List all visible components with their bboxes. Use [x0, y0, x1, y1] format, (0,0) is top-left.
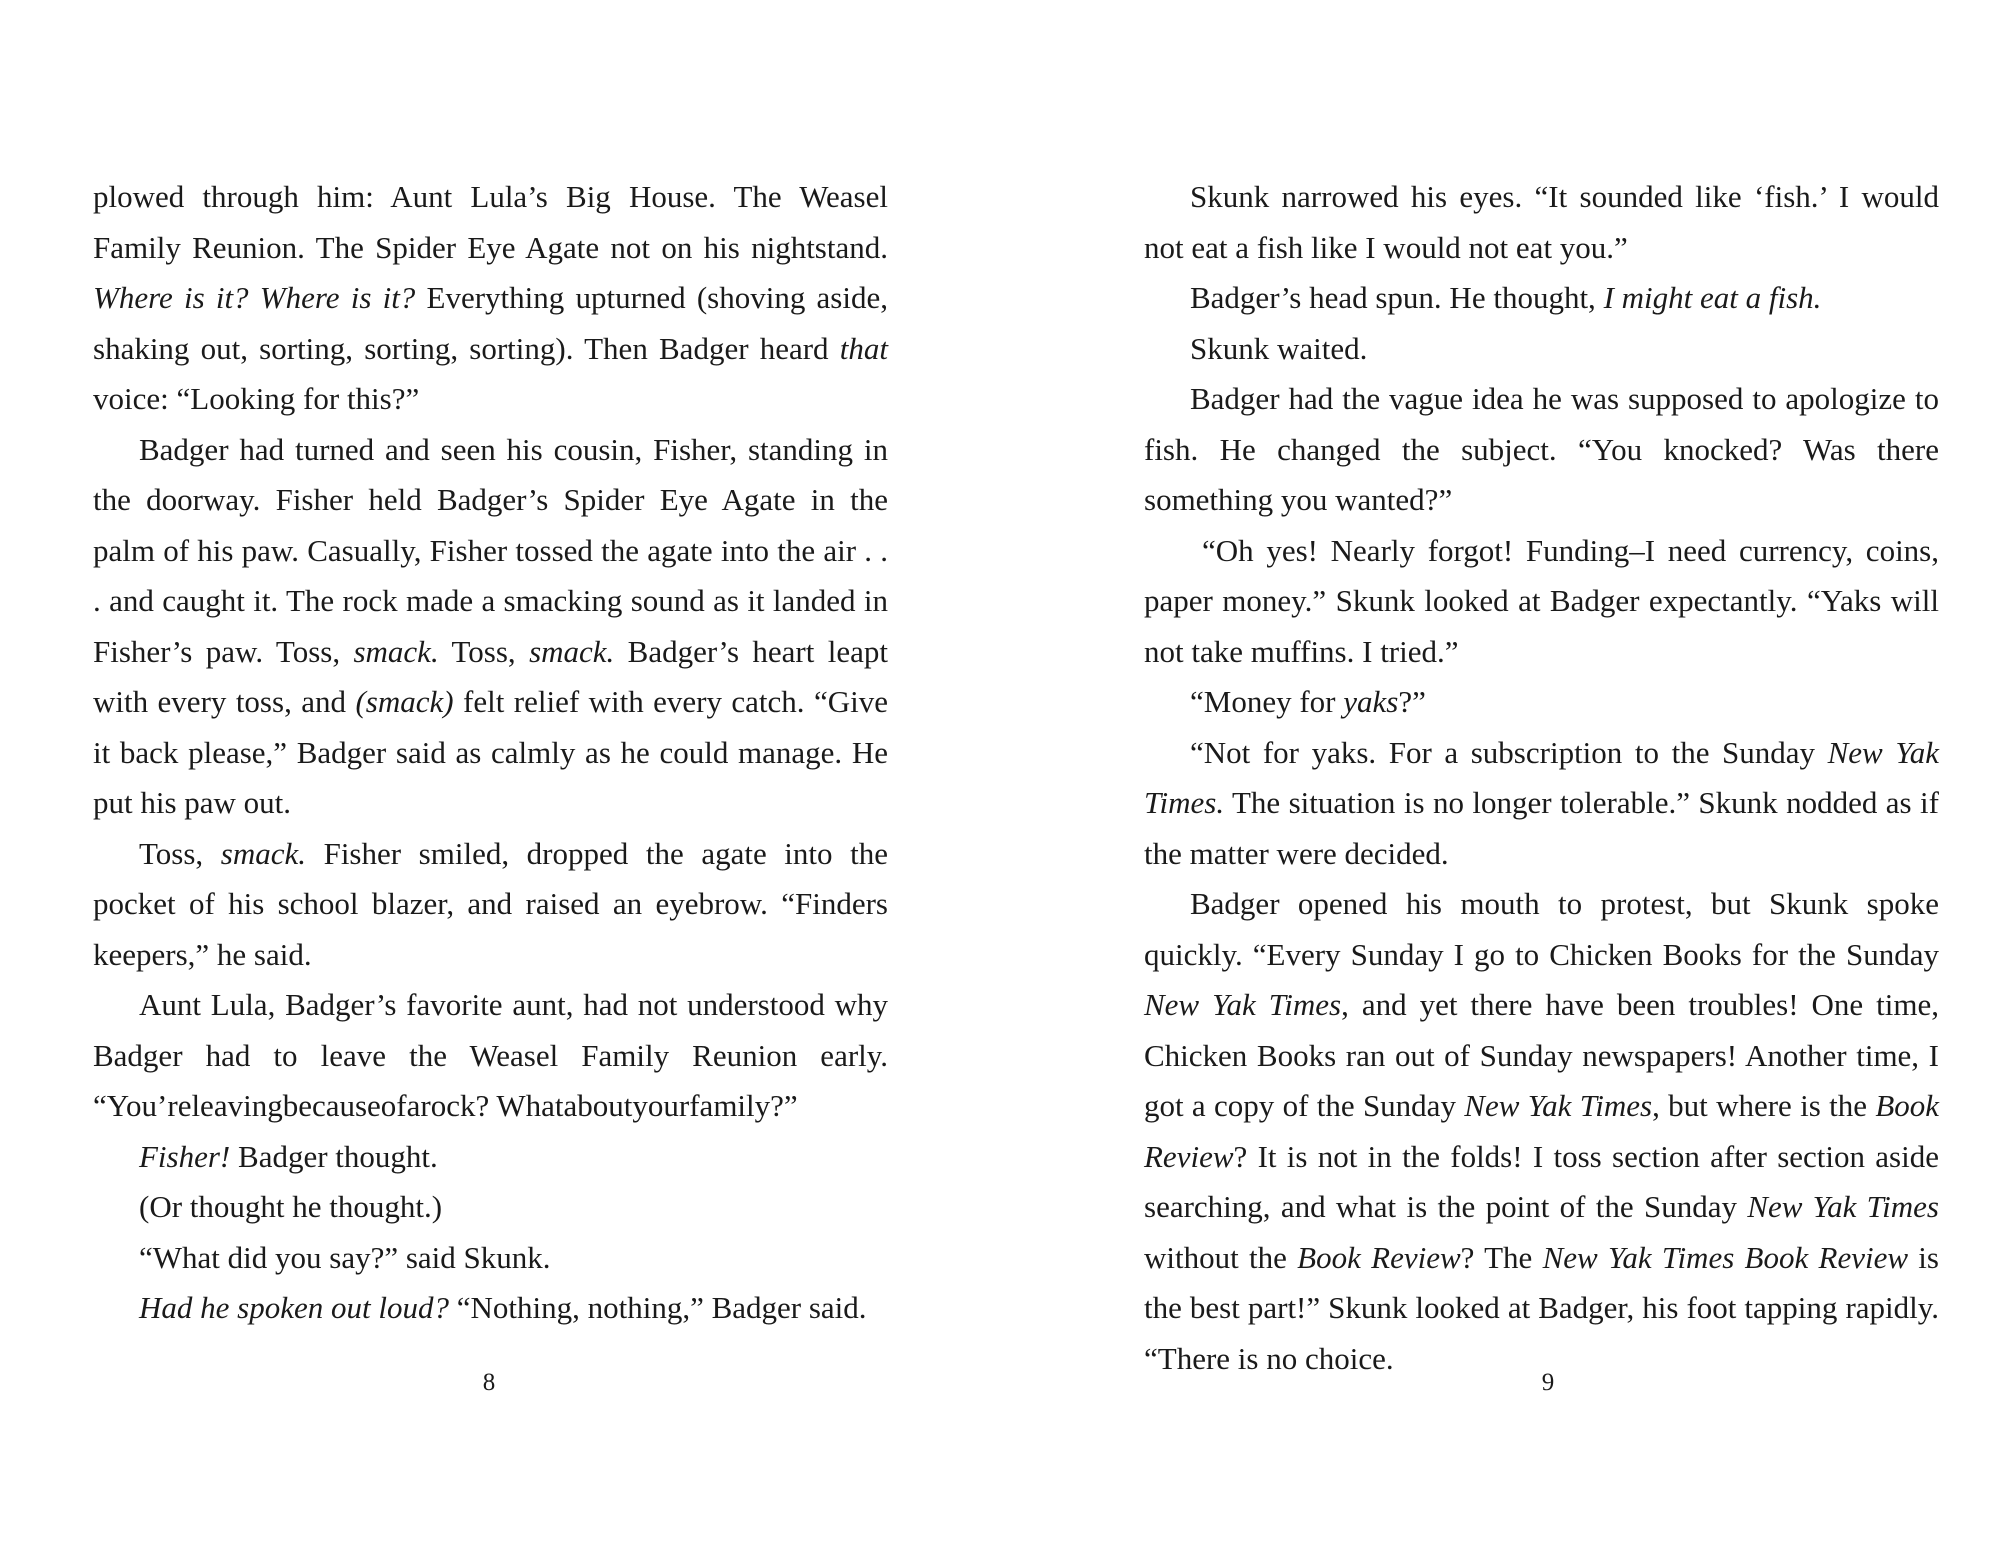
right-page-text — [1144, 172, 1939, 1384]
paragraph — [1144, 879, 1939, 1384]
text-run: ? The — [1460, 1239, 1543, 1275]
paragraph — [93, 425, 888, 829]
text-run: , and yet there have been troubles! One time, Chicken Books ran out of Sunday newspapers! Another time, I got a copy of the Sunday — [1144, 987, 1940, 1123]
text-run: “Not for yaks. For a subscription to the Sunday — [1190, 734, 1828, 770]
text-run: Badger’s heart leapt with every toss, and — [93, 633, 888, 719]
italic-text-run: smack. — [529, 633, 615, 669]
text-run: Badger had the vague idea he was supposed to apologize to fish. He changed the subject. “You knocked? Was there something you wanted?” — [1144, 381, 1939, 517]
text-run: Skunk waited. — [1190, 330, 1368, 366]
paragraph — [1144, 324, 1939, 375]
text-run: Badger thought. — [230, 1138, 438, 1174]
page-number-left: 8 — [482, 1369, 496, 1396]
text-run: Everything upturned (shoving aside, shaking out, sorting, sorting, sorting). Then Badger heard — [93, 280, 888, 366]
text-run: “What did you say?” said Skunk. — [139, 1239, 551, 1275]
text-run: is the best part!” Skunk looked at Badger, his foot tapping rapidly. “There is no choice. — [1144, 1239, 1939, 1376]
text-run: “Oh yes! Nearly forgot! Funding–I need currency, coins, paper money.” Skunk looked at Badger expectantly. “Yaks will not take muffins. I tried.” — [1144, 532, 1939, 669]
italic-text-run: yaks — [1343, 684, 1399, 719]
right-page — [1007, 0, 2014, 1557]
text-run: Aunt Lula, Badger’s favorite aunt, had not understood why Badger had to leave the Weasel Family Reunion early. “You’releavingbecauseofarock? Whataboutyourfamily?” — [93, 987, 888, 1123]
text-run: voice: “Looking for this?” — [93, 381, 420, 416]
text-run: , but where is the — [1652, 1088, 1876, 1123]
paragraph — [93, 980, 888, 1132]
text-run: Toss, — [139, 835, 221, 871]
text-run: Skunk narrowed his eyes. “It sounded like ‘fish.’ I would not eat a fish like I would not eat you.” — [1144, 179, 1939, 265]
italic-text-run: that — [839, 330, 888, 366]
text-run: felt relief with every catch. “Give it back please,” Badger said as calmly as he could manage. He put his paw out. — [93, 684, 888, 820]
text-run: “Money for — [1190, 684, 1344, 719]
paragraph — [93, 1283, 888, 1334]
paragraph — [93, 172, 888, 425]
italic-text-run: smack. — [220, 835, 306, 871]
italic-text-run: smack. — [353, 633, 439, 669]
italic-text-run: Where is it? Where is it? — [93, 280, 416, 315]
text-run: ?” — [1398, 684, 1426, 719]
text-run: Badger opened his mouth to protest, but Skunk spoke quickly. “Every Sunday I go to Chicken Books for the Sunday — [1144, 886, 1939, 972]
text-run: without the — [1144, 1239, 1298, 1275]
italic-text-run: New Yak Times — [1464, 1088, 1653, 1123]
paragraph — [93, 829, 888, 981]
text-run: plowed through him: Aunt Lula’s Big House. The Weasel Family Reunion. The Spider Eye Agate not on his nightstand. — [93, 179, 888, 265]
text-run: (Or thought he thought.) — [139, 1189, 443, 1224]
paragraph — [93, 1233, 888, 1284]
paragraph — [1144, 273, 1939, 324]
italic-text-run: Book Review — [1297, 1239, 1461, 1275]
paragraph — [93, 1182, 888, 1233]
page-number-right: 9 — [1541, 1369, 1555, 1396]
left-page-text — [93, 172, 888, 1334]
italic-text-run: New Yak Times — [1747, 1189, 1939, 1224]
italic-text-run: New Yak Times Book Review — [1542, 1239, 1909, 1275]
paragraph — [93, 1132, 888, 1183]
text-run: Badger’s head spun. He thought, — [1190, 280, 1604, 315]
text-run: Badger had turned and seen his cousin, Fisher, standing in the doorway. Fisher held Badger’s Spider Eye Agate in the palm of his paw. Casually, Fisher tossed the agate into the air . . . and caught it. The rock made a smacking sound as it landed in Fisher’s paw. Toss, — [93, 431, 888, 669]
paragraph — [1144, 172, 1939, 273]
paragraph — [1144, 728, 1939, 880]
paragraph — [1144, 374, 1939, 526]
text-run: “Nothing, nothing,” Badger said. — [448, 1290, 867, 1325]
italic-text-run: New Yak Times — [1144, 987, 1342, 1022]
italic-text-run: New Yak Times. — [1144, 734, 1939, 820]
paragraph — [1144, 677, 1939, 728]
text-run: The situation is no longer tolerable.” Skunk nodded as if the matter were decided. — [1144, 785, 1939, 871]
italic-text-run: Fisher! — [139, 1138, 231, 1174]
italic-text-run: (smack) — [355, 684, 454, 719]
paragraph — [1144, 526, 1939, 678]
text-run: Toss, — [438, 633, 530, 669]
italic-text-run: Had he spoken out loud? — [139, 1290, 449, 1325]
italic-text-run: Book Review — [1144, 1088, 1940, 1174]
text-run: Fisher smiled, dropped the agate into the pocket of his school blazer, and raised an eyebrow. “Finders keepers,” he said. — [93, 835, 888, 972]
text-run: ? It is not in the folds! I toss section after section aside searching, and what is the point of the Sunday — [1144, 1138, 1939, 1224]
italic-text-run: I might eat a fish. — [1603, 280, 1822, 315]
